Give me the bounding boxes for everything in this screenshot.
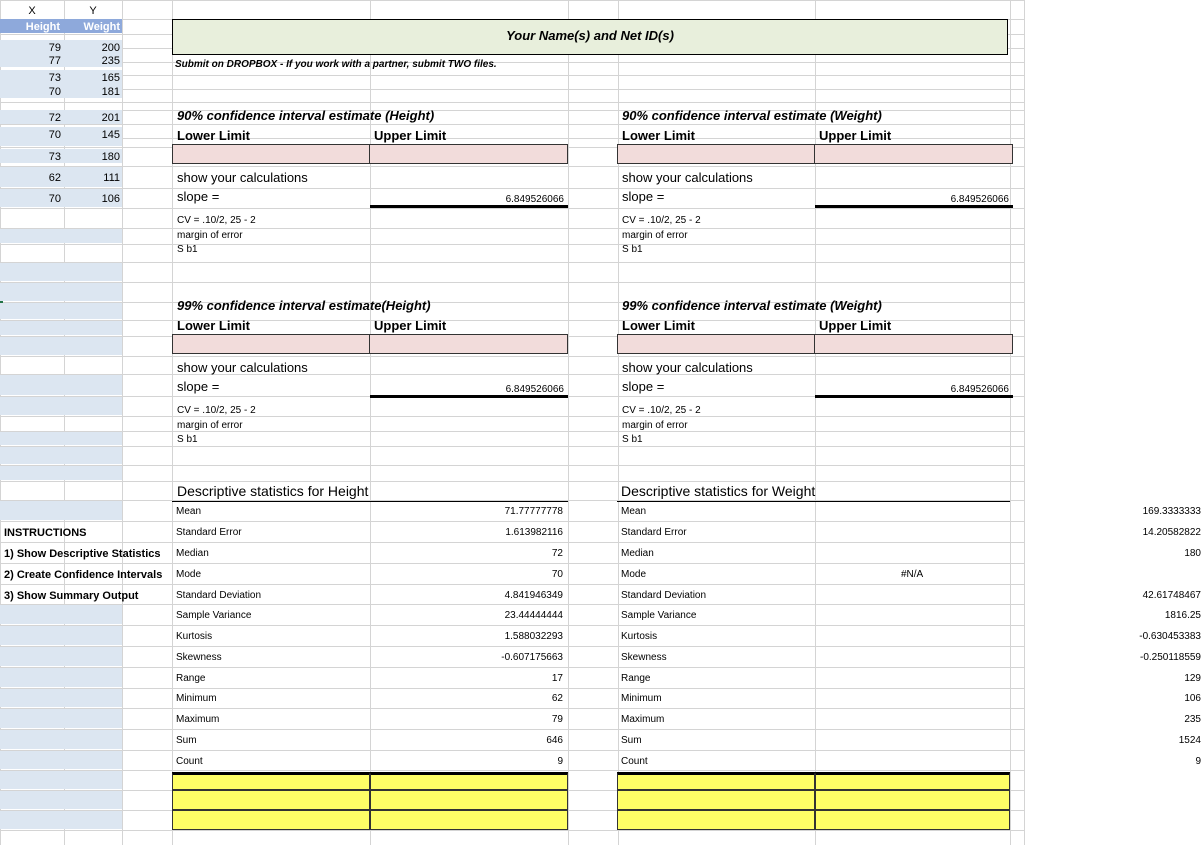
blue-row-fill <box>0 751 122 769</box>
weight-cell[interactable]: 106 <box>101 193 120 205</box>
blue-row-fill <box>0 647 122 666</box>
desc-weight-row-label: Sample Variance <box>621 610 697 621</box>
desc-weight-row-label: Mode <box>621 569 647 580</box>
blue-row-fill <box>0 689 122 707</box>
desc-height-row-label: Median <box>176 548 209 559</box>
desc-weight-row-value[interactable]: 1816.25 <box>1164 610 1201 621</box>
desc-weight-row-label: Mean <box>621 506 647 517</box>
desc-height-row-label: Sum <box>176 735 197 746</box>
blue-row-fill <box>0 709 122 728</box>
desc-height-row-value[interactable]: 71.77777778 <box>504 506 563 517</box>
desc-weight-top-rule <box>617 501 1010 502</box>
desc-weight-row-label: Count <box>621 756 648 767</box>
weight-cell[interactable]: 180 <box>101 151 120 163</box>
ci90-weight-upper-label: Upper Limit <box>819 128 892 143</box>
desc-weight-row-value[interactable]: -0.250118559 <box>1140 652 1201 663</box>
desc-height-row-value[interactable]: 23.44444444 <box>504 610 563 621</box>
blue-row-fill <box>0 263 122 281</box>
weight-cell[interactable]: 201 <box>101 112 120 124</box>
yellow-answer-cell[interactable] <box>370 772 568 790</box>
weight-cell[interactable]: 235 <box>101 55 120 67</box>
height-cell[interactable]: 70 <box>48 193 61 205</box>
height-cell[interactable]: 70 <box>48 129 61 141</box>
yellow-answer-cell[interactable] <box>617 790 815 810</box>
ci99-weight-title: 99% confidence interval estimate (Weight) <box>622 298 882 313</box>
ci99-height-slope-underline <box>370 395 568 398</box>
desc-weight-row-value[interactable]: 106 <box>1184 693 1201 704</box>
ci90-height-lower-label: Lower Limit <box>177 128 250 143</box>
ci99-height-upper-label: Upper Limit <box>374 318 447 333</box>
desc-height-row-value[interactable]: 1.588032293 <box>504 631 563 642</box>
ci99-height-lower-input[interactable] <box>172 334 370 354</box>
weight-cell[interactable]: 145 <box>101 129 120 141</box>
desc-height-row-label: Standard Error <box>176 527 242 538</box>
desc-height-row-value[interactable]: 9 <box>557 756 563 767</box>
height-cell[interactable]: 73 <box>48 151 61 163</box>
ci99-weight-cv-line: CV = .10/2, 25 - 2 <box>622 405 701 416</box>
blue-row-fill <box>0 447 122 464</box>
desc-height-row-label: Minimum <box>176 693 217 704</box>
desc-height-row-value[interactable]: 62 <box>551 693 563 704</box>
desc-height-row-label: Range <box>176 673 206 684</box>
ci99-weight-slope-label: slope = <box>622 379 665 394</box>
submit-note: Submit on DROPBOX - If you work with a partner, submit TWO files. <box>175 59 497 70</box>
desc-weight-row-value[interactable]: 1524 <box>1178 735 1201 746</box>
desc-height-row-label: Count <box>176 756 203 767</box>
blue-row-fill <box>0 397 122 415</box>
desc-height-row-label: Mode <box>176 569 202 580</box>
desc-weight-row-value[interactable]: 9 <box>1195 756 1201 767</box>
ci90-weight-slope-label: slope = <box>622 189 665 204</box>
desc-height-title: Descriptive statistics for Height <box>177 483 369 499</box>
desc-height-row-value[interactable]: 646 <box>546 735 563 746</box>
desc-height-row-value[interactable]: 1.613982116 <box>505 527 563 538</box>
yellow-answer-cell[interactable] <box>172 790 370 810</box>
yellow-answer-cell[interactable] <box>617 772 815 790</box>
blue-row-fill <box>0 730 122 749</box>
yellow-answer-cell[interactable] <box>172 810 370 830</box>
desc-height-row-label: Kurtosis <box>176 631 213 642</box>
blue-row-fill <box>0 375 122 395</box>
column-x-header[interactable]: X <box>28 5 36 17</box>
yellow-answer-cell[interactable] <box>815 772 1010 790</box>
desc-height-row-value[interactable]: 79 <box>551 714 563 725</box>
ci90-height-slope-label: slope = <box>177 189 220 204</box>
height-cell[interactable]: 79 <box>48 42 61 54</box>
desc-height-row-label: Sample Variance <box>176 610 252 621</box>
desc-weight-row-label: Skewness <box>621 652 667 663</box>
blue-row-fill <box>0 605 122 624</box>
blue-row-fill <box>0 626 122 645</box>
yellow-answer-cell[interactable] <box>370 810 568 830</box>
blue-row-fill <box>0 811 122 829</box>
ci99-weight-sb1: S b1 <box>622 434 643 445</box>
ci90-weight-show-calculations: show your calculations <box>622 170 753 185</box>
ci90-height-slope-value[interactable]: 6.849526066 <box>505 194 564 205</box>
ci99-weight-show-calculations: show your calculations <box>622 360 753 375</box>
ci99-weight-upper-input[interactable] <box>815 334 1013 354</box>
desc-weight-title: Descriptive statistics for Weight <box>621 483 816 499</box>
instruction-item-3: 3) Show Summary Output <box>4 590 139 602</box>
ci90-weight-lower-input[interactable] <box>617 144 815 164</box>
height-cell[interactable]: 73 <box>48 72 61 84</box>
height-cell[interactable]: 72 <box>48 112 61 124</box>
ci99-weight-slope-underline <box>815 395 1013 398</box>
yellow-answer-cell[interactable] <box>617 810 815 830</box>
desc-weight-row-value[interactable]: 14.20582822 <box>1142 527 1201 538</box>
desc-height-top-rule <box>172 501 568 502</box>
ci90-height-sb1: S b1 <box>177 244 198 255</box>
blue-row-fill <box>0 321 122 335</box>
desc-height-row-label: Standard Deviation <box>176 590 262 601</box>
blue-row-fill <box>0 668 122 687</box>
ci99-weight-lower-label: Lower Limit <box>622 318 695 333</box>
ci99-height-title: 99% confidence interval estimate(Height) <box>177 298 431 313</box>
desc-height-row-value[interactable]: 70 <box>551 569 563 580</box>
blue-row-fill <box>0 229 122 243</box>
yellow-answer-cell[interactable] <box>815 810 1010 830</box>
ci90-weight-lower-label: Lower Limit <box>622 128 695 143</box>
desc-height-row-value[interactable]: 4.841946349 <box>504 590 563 601</box>
ci90-height-slope-underline <box>370 205 568 208</box>
blue-row-fill <box>0 501 122 520</box>
desc-weight-row-label: Sum <box>621 735 642 746</box>
yellow-answer-cell[interactable] <box>172 772 370 790</box>
ci90-weight-margin-of-error: margin of error <box>622 230 688 241</box>
desc-height-row-label: Mean <box>176 506 202 517</box>
ci99-height-sb1: S b1 <box>177 434 198 445</box>
ci99-weight-upper-label: Upper Limit <box>819 318 892 333</box>
ci99-weight-lower-input[interactable] <box>617 334 815 354</box>
height-cell[interactable]: 77 <box>48 55 61 67</box>
weight-cell[interactable]: 111 <box>103 172 120 184</box>
ci90-weight-title: 90% confidence interval estimate (Weight) <box>622 108 882 123</box>
blue-row-fill <box>0 791 122 809</box>
ci99-height-show-calculations: show your calculations <box>177 360 308 375</box>
blue-row-fill <box>0 771 122 789</box>
weight-cell[interactable]: 181 <box>101 86 120 98</box>
ci90-weight-upper-input[interactable] <box>815 144 1013 164</box>
blue-row-fill <box>0 283 122 301</box>
blue-row-fill <box>0 466 122 480</box>
instruction-item-1: 1) Show Descriptive Statistics <box>4 548 161 560</box>
name-box-label: Your Name(s) and Net ID(s) <box>506 28 674 43</box>
desc-weight-row-value[interactable]: #N/A <box>901 569 924 580</box>
desc-height-row-value[interactable]: -0.607175663 <box>501 652 563 663</box>
ci99-height-slope-label: slope = <box>177 379 220 394</box>
blue-row-fill <box>0 303 122 319</box>
instruction-item-2: 2) Create Confidence Intervals <box>4 569 163 581</box>
desc-weight-row-label: Standard Error <box>621 527 687 538</box>
yellow-answer-cell[interactable] <box>370 790 568 810</box>
ci90-weight-slope-underline <box>815 205 1013 208</box>
ci90-height-cv-line: CV = .10/2, 25 - 2 <box>177 215 256 226</box>
desc-weight-row-value[interactable]: 129 <box>1184 673 1201 684</box>
ci90-weight-slope-value[interactable]: 6.849526066 <box>950 194 1009 205</box>
ci90-height-upper-input[interactable] <box>370 144 568 164</box>
desc-weight-row-value[interactable]: -0.630453383 <box>1139 631 1201 642</box>
height-cell[interactable]: 70 <box>48 86 61 98</box>
ci90-height-margin-of-error: margin of error <box>177 230 243 241</box>
desc-height-row-label: Skewness <box>176 652 222 663</box>
ci99-height-lower-label: Lower Limit <box>177 318 250 333</box>
ci99-weight-margin-of-error: margin of error <box>622 420 688 431</box>
ci90-height-title: 90% confidence interval estimate (Height) <box>177 108 435 123</box>
weight-header[interactable]: Weight <box>83 21 120 33</box>
weight-cell[interactable]: 200 <box>101 42 120 54</box>
ci99-height-slope-value[interactable]: 6.849526066 <box>505 384 564 395</box>
ci90-height-lower-input[interactable] <box>172 144 370 164</box>
blue-row-fill <box>0 337 122 355</box>
desc-weight-row-value[interactable]: 169.3333333 <box>1142 506 1201 517</box>
desc-weight-row-value[interactable]: 180 <box>1184 548 1201 559</box>
column-y-header[interactable]: Y <box>89 5 97 17</box>
desc-height-row-label: Maximum <box>176 714 220 725</box>
desc-weight-row-label: Range <box>621 673 651 684</box>
height-cell[interactable]: 62 <box>48 172 61 184</box>
desc-weight-row-label: Standard Deviation <box>621 590 707 601</box>
desc-weight-row-label: Kurtosis <box>621 631 658 642</box>
desc-weight-row-value[interactable]: 42.61748467 <box>1142 590 1201 601</box>
desc-weight-row-label: Median <box>621 548 654 559</box>
yellow-answer-cell[interactable] <box>815 790 1010 810</box>
blue-row-fill <box>0 432 122 445</box>
desc-weight-row-label: Minimum <box>621 693 662 704</box>
ci99-height-cv-line: CV = .10/2, 25 - 2 <box>177 405 256 416</box>
desc-height-row-value[interactable]: 17 <box>551 673 563 684</box>
ci90-weight-cv-line: CV = .10/2, 25 - 2 <box>622 215 701 226</box>
ci99-weight-slope-value[interactable]: 6.849526066 <box>950 384 1009 395</box>
ci99-height-margin-of-error: margin of error <box>177 420 243 431</box>
height-header[interactable]: Height <box>25 21 60 33</box>
ci90-weight-sb1: S b1 <box>622 244 643 255</box>
desc-weight-row-value[interactable]: 235 <box>1184 714 1201 725</box>
desc-weight-row-label: Maximum <box>621 714 665 725</box>
desc-height-row-value[interactable]: 72 <box>551 548 563 559</box>
ci99-height-upper-input[interactable] <box>370 334 568 354</box>
ci90-height-show-calculations: show your calculations <box>177 170 308 185</box>
weight-cell[interactable]: 165 <box>101 72 120 84</box>
instructions-title: INSTRUCTIONS <box>4 527 87 539</box>
ci90-height-upper-label: Upper Limit <box>374 128 447 143</box>
